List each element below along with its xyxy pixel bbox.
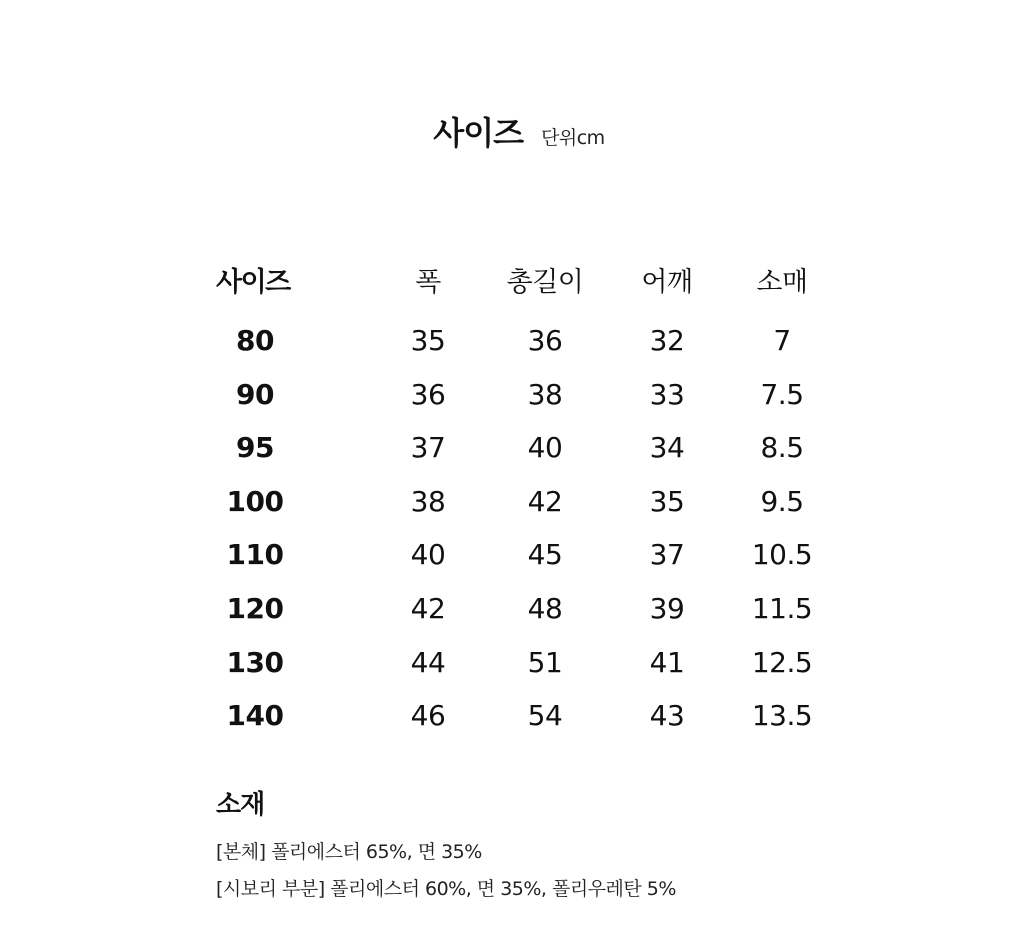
cell-size: 130 xyxy=(226,645,284,679)
cell-size: 140 xyxy=(226,699,284,733)
cell-sleeve: 8.5 xyxy=(760,431,804,465)
cell-shoulder: 37 xyxy=(649,538,685,572)
size-table xyxy=(0,258,1024,733)
cell-total-length: 38 xyxy=(527,377,563,411)
cell-size: 95 xyxy=(236,431,274,465)
cell-shoulder: 34 xyxy=(649,431,685,465)
cell-width: 40 xyxy=(410,538,446,572)
header-width: 폭 xyxy=(415,267,441,298)
cell-size: 120 xyxy=(226,591,284,625)
table-row xyxy=(0,689,1024,743)
cell-sleeve: 9.5 xyxy=(760,484,804,518)
cell-width: 38 xyxy=(410,484,446,518)
cell-total-length: 42 xyxy=(527,484,563,518)
cell-total-length: 40 xyxy=(527,431,563,465)
cell-shoulder: 33 xyxy=(649,377,685,411)
header-shoulder: 어깨 xyxy=(641,267,693,298)
page-title: 사이즈 xyxy=(433,114,524,152)
table-body xyxy=(0,314,1024,743)
material-line-ribbing: [시보리 부분] 폴리에스터 60%, 면 35%, 폴리우레탄 5% xyxy=(216,878,676,900)
header-total-length: 총길이 xyxy=(506,267,584,298)
header-sleeve: 소매 xyxy=(756,267,808,298)
cell-sleeve: 10.5 xyxy=(751,538,813,572)
material-title: 소재 xyxy=(216,790,265,820)
material-section xyxy=(216,788,676,908)
cell-sleeve: 12.5 xyxy=(751,645,813,679)
table-row xyxy=(0,368,1024,422)
cell-size: 80 xyxy=(236,324,274,357)
cell-sleeve: 13.5 xyxy=(751,699,813,733)
cell-width: 42 xyxy=(410,591,446,625)
cell-shoulder: 35 xyxy=(649,484,685,518)
table-row xyxy=(0,475,1024,529)
cell-total-length: 45 xyxy=(527,538,563,572)
table-row xyxy=(0,421,1024,475)
cell-width: 35 xyxy=(410,324,446,357)
cell-sleeve: 7 xyxy=(773,324,791,357)
cell-shoulder: 32 xyxy=(649,324,685,357)
cell-size: 110 xyxy=(226,538,284,572)
cell-width: 36 xyxy=(410,377,446,411)
cell-total-length: 54 xyxy=(527,699,563,733)
table-row xyxy=(0,528,1024,582)
material-line-body: [본체] 폴리에스터 65%, 면 35% xyxy=(216,841,482,863)
cell-size: 100 xyxy=(226,484,284,518)
cell-width: 44 xyxy=(410,645,446,679)
table-row xyxy=(0,582,1024,636)
table-header-row xyxy=(0,258,1024,312)
unit-label: 단위cm xyxy=(541,127,605,149)
cell-size: 90 xyxy=(236,377,274,411)
cell-sleeve: 7.5 xyxy=(760,377,804,411)
cell-width: 37 xyxy=(410,431,446,465)
table-row xyxy=(0,636,1024,690)
table-row xyxy=(0,314,1024,368)
header-size: 사이즈 xyxy=(216,267,290,298)
cell-shoulder: 43 xyxy=(649,699,685,733)
cell-shoulder: 41 xyxy=(649,645,685,679)
cell-sleeve: 11.5 xyxy=(751,591,813,625)
cell-shoulder: 39 xyxy=(649,591,685,625)
cell-total-length: 51 xyxy=(527,645,563,679)
title-row xyxy=(0,108,1024,154)
cell-total-length: 36 xyxy=(527,324,563,357)
cell-width: 46 xyxy=(410,699,446,733)
cell-total-length: 48 xyxy=(527,591,563,625)
